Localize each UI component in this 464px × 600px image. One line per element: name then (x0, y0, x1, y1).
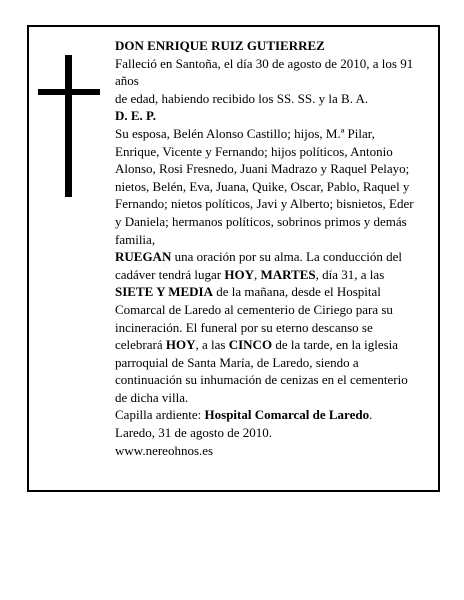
request-paragraph (115, 248, 420, 406)
request-text-4: de la mañana, desde el Hospital Comarcal de Laredo al cementerio de Ciriego para su incineración. El funeral por su eterno descanso se celebrará (115, 284, 393, 353)
request-text-3: , día 31, a las (315, 266, 385, 282)
rip-line: D. E. P. (115, 108, 157, 124)
death-line-1: Falleció en Santoña, el día 30 de agosto de 2010, a los 91 años (115, 55, 414, 89)
chapel-line (115, 406, 420, 424)
request-text-1: una oración por su alma. La conducción del cadáver tendrá lugar (115, 249, 403, 282)
cross-horizontal-bar (38, 89, 100, 95)
death-line-2: de edad, habiendo recibido los SS. SS. y la B. A. (115, 90, 369, 106)
place-date: Laredo, 31 de agosto de 2010. (115, 425, 273, 441)
hoy-text-2: HOY (165, 337, 196, 353)
martes-text: MARTES (260, 266, 316, 282)
request-text-2: , (253, 266, 261, 282)
obituary-text (115, 37, 420, 459)
chapel-place: Hospital Comarcal de Laredo (204, 407, 370, 423)
request-text-6: de la tarde, en la iglesia parroquial de Santa María, de Laredo, siendo a continuación su inhumación de cenizas en el cementerio de dicha villa. (115, 337, 408, 405)
chapel-label: Capilla ardiente: (115, 407, 205, 423)
deceased-name: DON ENRIQUE RUIZ GUTIERREZ (115, 38, 325, 53)
request-text-5: , a las (195, 337, 229, 353)
cross-icon (38, 55, 100, 197)
cinco-text: CINCO (228, 337, 273, 353)
ruegan-text: RUEGAN (115, 249, 172, 265)
cross-vertical-bar (65, 55, 72, 197)
chapel-end: . (369, 407, 373, 423)
siete-y-media-text: SIETE Y MEDIA (115, 284, 214, 300)
hoy-text-1: HOY (224, 266, 254, 282)
family-list: Su esposa, Belén Alonso Castillo; hijos, M.ª Pilar, Enrique, Vicente y Fernando; hijos políticos, Antonio Alonso, Rosi Fresnedo, Juani Madrazo y Raquel Pelayo; nietos, Belén, Eva, Juana, Quike, Oscar, Pablo, Raquel y Fernando; nietos políticos, Javi y Alberto; bisnietos, Eder y Daniela; hermanos políticos, sobrinos primos y demás familia, (115, 125, 414, 247)
website: www.nereohnos.es (115, 442, 214, 458)
